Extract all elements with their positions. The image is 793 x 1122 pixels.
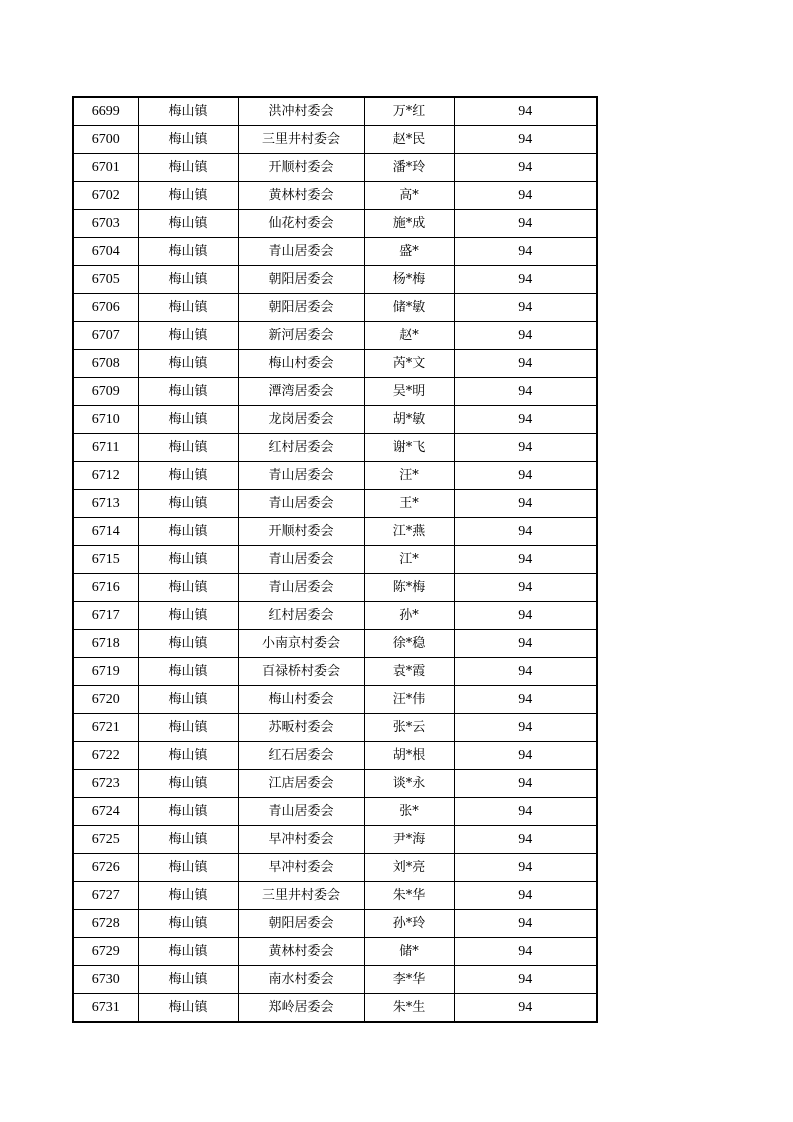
table-row xyxy=(73,574,597,602)
cell-name: 朱*华 xyxy=(364,882,454,910)
cell-id: 6708 xyxy=(73,350,138,378)
cell-committee: 红石居委会 xyxy=(238,742,364,770)
cell-id: 6710 xyxy=(73,406,138,434)
cell-score: 94 xyxy=(454,826,597,854)
cell-score: 94 xyxy=(454,742,597,770)
cell-id: 6721 xyxy=(73,714,138,742)
cell-name: 胡*根 xyxy=(364,742,454,770)
cell-town: 梅山镇 xyxy=(138,630,238,658)
table-row xyxy=(73,714,597,742)
table-row xyxy=(73,266,597,294)
cell-name: 张* xyxy=(364,798,454,826)
cell-score: 94 xyxy=(454,882,597,910)
cell-score: 94 xyxy=(454,546,597,574)
table-row xyxy=(73,322,597,350)
cell-id: 6699 xyxy=(73,97,138,126)
table-row xyxy=(73,826,597,854)
cell-town: 梅山镇 xyxy=(138,97,238,126)
cell-committee: 梅山村委会 xyxy=(238,686,364,714)
cell-town: 梅山镇 xyxy=(138,238,238,266)
cell-committee: 青山居委会 xyxy=(238,546,364,574)
cell-town: 梅山镇 xyxy=(138,798,238,826)
cell-committee: 江店居委会 xyxy=(238,770,364,798)
cell-score: 94 xyxy=(454,462,597,490)
cell-committee: 三里井村委会 xyxy=(238,126,364,154)
table-row xyxy=(73,966,597,994)
cell-score: 94 xyxy=(454,938,597,966)
cell-town: 梅山镇 xyxy=(138,490,238,518)
cell-score: 94 xyxy=(454,686,597,714)
cell-id: 6711 xyxy=(73,434,138,462)
cell-id: 6706 xyxy=(73,294,138,322)
cell-town: 梅山镇 xyxy=(138,966,238,994)
cell-name: 汪*伟 xyxy=(364,686,454,714)
cell-id: 6701 xyxy=(73,154,138,182)
cell-committee: 青山居委会 xyxy=(238,238,364,266)
cell-score: 94 xyxy=(454,266,597,294)
table-row xyxy=(73,378,597,406)
table-body xyxy=(73,97,597,1022)
table-row xyxy=(73,406,597,434)
cell-town: 梅山镇 xyxy=(138,378,238,406)
cell-committee: 青山居委会 xyxy=(238,490,364,518)
cell-town: 梅山镇 xyxy=(138,546,238,574)
cell-id: 6707 xyxy=(73,322,138,350)
cell-town: 梅山镇 xyxy=(138,210,238,238)
table-row xyxy=(73,210,597,238)
table-row xyxy=(73,182,597,210)
cell-committee: 早冲村委会 xyxy=(238,854,364,882)
cell-committee: 红村居委会 xyxy=(238,602,364,630)
cell-town: 梅山镇 xyxy=(138,406,238,434)
cell-town: 梅山镇 xyxy=(138,126,238,154)
cell-town: 梅山镇 xyxy=(138,154,238,182)
cell-committee: 早冲村委会 xyxy=(238,826,364,854)
table-row xyxy=(73,490,597,518)
cell-score: 94 xyxy=(454,966,597,994)
cell-id: 6705 xyxy=(73,266,138,294)
cell-committee: 苏畈村委会 xyxy=(238,714,364,742)
table-row xyxy=(73,910,597,938)
cell-id: 6731 xyxy=(73,994,138,1023)
cell-committee: 新河居委会 xyxy=(238,322,364,350)
cell-id: 6728 xyxy=(73,910,138,938)
cell-score: 94 xyxy=(454,490,597,518)
cell-town: 梅山镇 xyxy=(138,462,238,490)
cell-town: 梅山镇 xyxy=(138,434,238,462)
cell-committee: 开顺村委会 xyxy=(238,518,364,546)
cell-score: 94 xyxy=(454,770,597,798)
cell-id: 6722 xyxy=(73,742,138,770)
cell-score: 94 xyxy=(454,126,597,154)
cell-committee: 南水村委会 xyxy=(238,966,364,994)
table-row xyxy=(73,798,597,826)
cell-score: 94 xyxy=(454,910,597,938)
cell-id: 6727 xyxy=(73,882,138,910)
cell-id: 6702 xyxy=(73,182,138,210)
cell-score: 94 xyxy=(454,518,597,546)
cell-name: 孙*玲 xyxy=(364,910,454,938)
cell-committee: 百禄桥村委会 xyxy=(238,658,364,686)
cell-name: 江*燕 xyxy=(364,518,454,546)
cell-id: 6724 xyxy=(73,798,138,826)
cell-town: 梅山镇 xyxy=(138,182,238,210)
cell-score: 94 xyxy=(454,574,597,602)
cell-name: 汪* xyxy=(364,462,454,490)
cell-name: 盛* xyxy=(364,238,454,266)
cell-id: 6704 xyxy=(73,238,138,266)
cell-committee: 仙花村委会 xyxy=(238,210,364,238)
cell-name: 储*敏 xyxy=(364,294,454,322)
cell-town: 梅山镇 xyxy=(138,854,238,882)
cell-town: 梅山镇 xyxy=(138,994,238,1023)
table-row xyxy=(73,462,597,490)
table-row xyxy=(73,97,597,126)
cell-score: 94 xyxy=(454,210,597,238)
cell-committee: 潭湾居委会 xyxy=(238,378,364,406)
cell-name: 赵* xyxy=(364,322,454,350)
cell-town: 梅山镇 xyxy=(138,294,238,322)
cell-name: 孙* xyxy=(364,602,454,630)
cell-id: 6712 xyxy=(73,462,138,490)
cell-score: 94 xyxy=(454,350,597,378)
cell-committee: 青山居委会 xyxy=(238,462,364,490)
cell-committee: 青山居委会 xyxy=(238,574,364,602)
cell-score: 94 xyxy=(454,406,597,434)
table-row xyxy=(73,238,597,266)
cell-id: 6718 xyxy=(73,630,138,658)
cell-id: 6713 xyxy=(73,490,138,518)
cell-score: 94 xyxy=(454,182,597,210)
cell-name: 袁*霞 xyxy=(364,658,454,686)
cell-score: 94 xyxy=(454,238,597,266)
cell-town: 梅山镇 xyxy=(138,686,238,714)
table-row xyxy=(73,602,597,630)
cell-committee: 黄林村委会 xyxy=(238,182,364,210)
cell-id: 6715 xyxy=(73,546,138,574)
cell-score: 94 xyxy=(454,798,597,826)
cell-score: 94 xyxy=(454,714,597,742)
cell-town: 梅山镇 xyxy=(138,938,238,966)
cell-name: 胡*敏 xyxy=(364,406,454,434)
cell-committee: 红村居委会 xyxy=(238,434,364,462)
cell-id: 6720 xyxy=(73,686,138,714)
cell-id: 6709 xyxy=(73,378,138,406)
cell-town: 梅山镇 xyxy=(138,518,238,546)
cell-id: 6726 xyxy=(73,854,138,882)
cell-score: 94 xyxy=(454,154,597,182)
cell-score: 94 xyxy=(454,97,597,126)
cell-name: 谢*飞 xyxy=(364,434,454,462)
cell-committee: 小南京村委会 xyxy=(238,630,364,658)
cell-score: 94 xyxy=(454,294,597,322)
cell-name: 尹*海 xyxy=(364,826,454,854)
cell-id: 6719 xyxy=(73,658,138,686)
table-row xyxy=(73,350,597,378)
cell-committee: 朝阳居委会 xyxy=(238,266,364,294)
cell-name: 施*成 xyxy=(364,210,454,238)
cell-name: 朱*生 xyxy=(364,994,454,1023)
cell-committee: 龙岗居委会 xyxy=(238,406,364,434)
cell-committee: 朝阳居委会 xyxy=(238,910,364,938)
cell-name: 吴*明 xyxy=(364,378,454,406)
cell-id: 6700 xyxy=(73,126,138,154)
cell-id: 6725 xyxy=(73,826,138,854)
cell-score: 94 xyxy=(454,378,597,406)
table-row xyxy=(73,882,597,910)
cell-name: 高* xyxy=(364,182,454,210)
cell-town: 梅山镇 xyxy=(138,322,238,350)
cell-committee: 朝阳居委会 xyxy=(238,294,364,322)
cell-committee: 洪冲村委会 xyxy=(238,97,364,126)
cell-name: 王* xyxy=(364,490,454,518)
cell-name: 刘*亮 xyxy=(364,854,454,882)
table-row xyxy=(73,770,597,798)
cell-committee: 青山居委会 xyxy=(238,798,364,826)
cell-town: 梅山镇 xyxy=(138,826,238,854)
cell-town: 梅山镇 xyxy=(138,714,238,742)
table-row xyxy=(73,994,597,1023)
cell-committee: 开顺村委会 xyxy=(238,154,364,182)
table-row xyxy=(73,686,597,714)
cell-name: 万*红 xyxy=(364,97,454,126)
cell-town: 梅山镇 xyxy=(138,910,238,938)
table-row xyxy=(73,154,597,182)
table-row xyxy=(73,658,597,686)
table-row xyxy=(73,630,597,658)
cell-name: 储* xyxy=(364,938,454,966)
cell-committee: 郑岭居委会 xyxy=(238,994,364,1023)
cell-name: 李*华 xyxy=(364,966,454,994)
cell-name: 谈*永 xyxy=(364,770,454,798)
cell-score: 94 xyxy=(454,994,597,1023)
cell-score: 94 xyxy=(454,658,597,686)
cell-town: 梅山镇 xyxy=(138,658,238,686)
cell-score: 94 xyxy=(454,322,597,350)
cell-name: 张*云 xyxy=(364,714,454,742)
table-row xyxy=(73,742,597,770)
cell-town: 梅山镇 xyxy=(138,742,238,770)
cell-town: 梅山镇 xyxy=(138,882,238,910)
cell-name: 杨*梅 xyxy=(364,266,454,294)
table-row xyxy=(73,854,597,882)
cell-id: 6723 xyxy=(73,770,138,798)
table-row xyxy=(73,434,597,462)
cell-town: 梅山镇 xyxy=(138,266,238,294)
cell-id: 6717 xyxy=(73,602,138,630)
cell-committee: 三里井村委会 xyxy=(238,882,364,910)
cell-town: 梅山镇 xyxy=(138,602,238,630)
cell-name: 赵*民 xyxy=(364,126,454,154)
cell-score: 94 xyxy=(454,854,597,882)
cell-name: 江* xyxy=(364,546,454,574)
cell-score: 94 xyxy=(454,630,597,658)
cell-score: 94 xyxy=(454,602,597,630)
cell-town: 梅山镇 xyxy=(138,770,238,798)
cell-town: 梅山镇 xyxy=(138,350,238,378)
cell-name: 潘*玲 xyxy=(364,154,454,182)
table-row xyxy=(73,294,597,322)
table-row xyxy=(73,518,597,546)
table-row xyxy=(73,938,597,966)
cell-committee: 黄林村委会 xyxy=(238,938,364,966)
table-row xyxy=(73,546,597,574)
cell-name: 芮*文 xyxy=(364,350,454,378)
cell-id: 6716 xyxy=(73,574,138,602)
cell-id: 6714 xyxy=(73,518,138,546)
cell-id: 6703 xyxy=(73,210,138,238)
cell-id: 6730 xyxy=(73,966,138,994)
cell-name: 徐*稳 xyxy=(364,630,454,658)
data-table xyxy=(72,96,598,1023)
cell-name: 陈*梅 xyxy=(364,574,454,602)
cell-town: 梅山镇 xyxy=(138,574,238,602)
cell-committee: 梅山村委会 xyxy=(238,350,364,378)
table-row xyxy=(73,126,597,154)
cell-id: 6729 xyxy=(73,938,138,966)
cell-score: 94 xyxy=(454,434,597,462)
